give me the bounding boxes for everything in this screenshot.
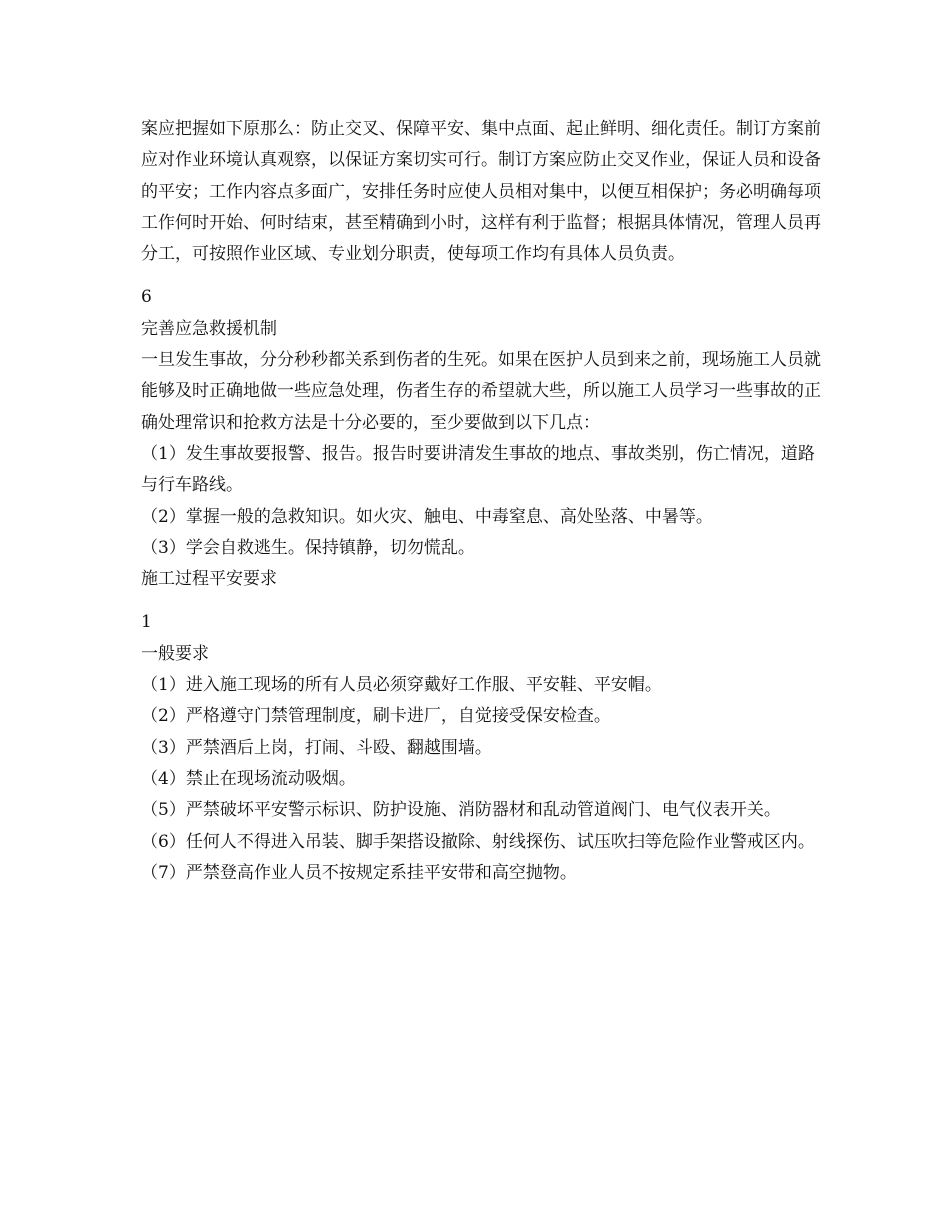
list-item: （1）发生事故要报警、报告。报告时要讲清发生事故的地点、事故类别，伤亡情况，道路与行车路线。 xyxy=(141,443,815,496)
list-item: （6）任何人不得进入吊装、脚手架搭设撤除、射线探伤、试压吹扫等危险作业警戒区内。 xyxy=(141,831,815,852)
section-heading: 施工过程平安要求 xyxy=(141,569,277,590)
document-body xyxy=(141,114,821,889)
section-number: 6 xyxy=(141,287,152,308)
list-item: （4）禁止在现场流动吸烟。 xyxy=(141,768,356,789)
list-item: （5）严禁破坏平安警示标识、防护设施、消防器材和乱动管道阀门、电气仪表开关。 xyxy=(141,800,781,821)
list-item: （3）严禁酒后上岗，打闹、斗殴、翻越围墙。 xyxy=(141,737,492,758)
paragraph-emergency-intro: 一旦发生事故，分分秒秒都关系到伤者的生死。如果在医护人员到来之前，现场施工人员就能够及时正确地做一些应急处理，伤者生存的希望就大些，所以施工人员学习一些事故的正确处理常识和抢救方法是十分必要的，至少要做到以下几点： xyxy=(141,350,821,433)
list-item: （7）严禁登高作业人员不按规定系挂平安带和高空抛物。 xyxy=(141,862,577,883)
section-heading: 完善应急救援机制 xyxy=(141,318,277,339)
list-item: （1）进入施工现场的所有人员必须穿戴好工作服、平安鞋、平安帽。 xyxy=(141,675,662,696)
section-number: 1 xyxy=(141,612,152,633)
section-heading: 一般要求 xyxy=(141,643,209,664)
paragraph-plan-principles: 案应把握如下原那么：防止交叉、保障平安、集中点面、起止鲜明、细化责任。制订方案前应对作业环境认真观察，以保证方案切实可行。制订方案应防止交叉作业，保证人员和设备的平安；工作内容点多面广，安排任务时应使人员相对集中，以便互相保护；务必明确每项工作何时开始、何时结束，甚至精确到小时，这样有利于监督；根据具体情况，管理人员再分工，可按照作业区域、专业划分职责，使每项工作均有具体人员负责。 xyxy=(141,119,821,265)
list-item: （2）严格遵守门禁管理制度，刷卡进厂，自觉接受保安检查。 xyxy=(141,706,611,727)
list-item: （2）掌握一般的急救知识。如火灾、触电、中毒窒息、高处坠落、中暑等。 xyxy=(141,506,713,527)
list-item: （3）学会自救逃生。保持镇静，切勿慌乱。 xyxy=(141,537,475,558)
